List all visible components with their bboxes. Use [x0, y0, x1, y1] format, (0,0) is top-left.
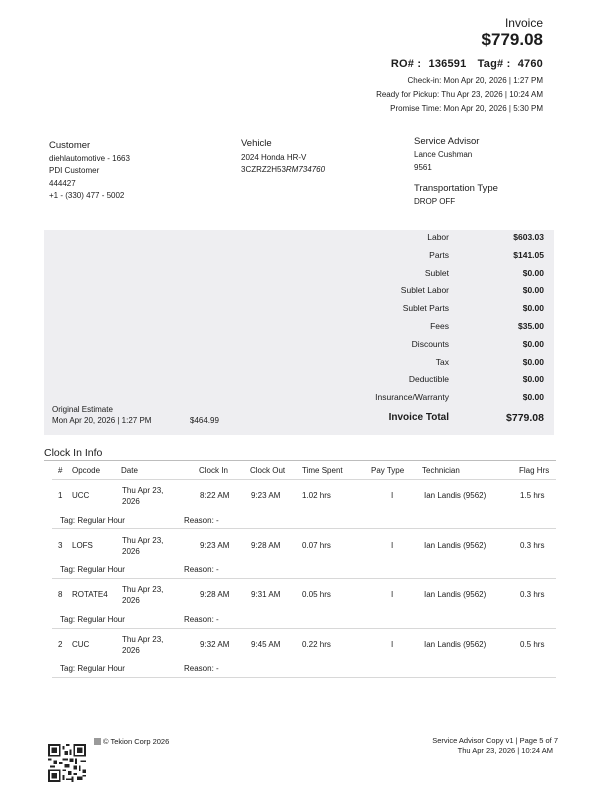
row-divider	[52, 528, 556, 529]
row-num: 2	[58, 640, 63, 649]
row-clock-out: 9:31 AM	[251, 590, 281, 599]
customer-type: PDI Customer	[49, 166, 100, 175]
col-header-date: Date	[121, 466, 138, 475]
row-divider	[52, 578, 556, 579]
checkin-time: Check-in: Mon Apr 20, 2026 | 1:27 PM	[407, 76, 543, 85]
col-header-time-spent: Time Spent	[302, 466, 343, 475]
row-technician: Ian Landis (9562)	[424, 491, 487, 500]
promise-time: Promise Time: Mon Apr 20, 2026 | 5:30 PM	[390, 104, 543, 113]
row-opcode: CUC	[72, 640, 90, 649]
summary-label: Parts	[429, 249, 449, 260]
ro-label: RO# :	[390, 58, 422, 70]
vehicle-model: 2024 Honda HR-V	[241, 153, 307, 162]
customer-number: 444427	[49, 179, 76, 188]
original-estimate-amount: $464.99	[190, 416, 219, 425]
row-divider	[52, 677, 556, 678]
row-num: 3	[58, 541, 63, 550]
summary-label: Tax	[435, 356, 449, 367]
row-date-line2: 2026	[122, 547, 140, 556]
col-header-num: #	[58, 466, 63, 475]
advisor-name: Lance Cushman	[414, 150, 473, 159]
row-divider	[52, 628, 556, 629]
row-reason: Reason: -	[184, 516, 219, 525]
row-reason: Reason: -	[184, 565, 219, 574]
summary-label: Fees	[430, 321, 449, 331]
invoice-amount: $779.08	[481, 30, 543, 49]
summary-row-insurance	[324, 390, 544, 407]
row-reason: Reason: -	[184, 664, 219, 673]
col-header-pay-type: Pay Type	[371, 466, 405, 475]
summary-value: $0.00	[522, 356, 544, 367]
row-num: 8	[58, 590, 63, 599]
summary-label: Deductible	[408, 374, 449, 385]
clock-in-title: Clock In Info	[44, 447, 103, 459]
summary-value: $0.00	[522, 303, 544, 314]
row-technician: Ian Landis (9562)	[424, 541, 487, 550]
summary-value: $0.00	[522, 338, 544, 349]
row-opcode: ROTATE4	[72, 590, 108, 599]
vehicle-heading: Vehicle	[241, 138, 272, 149]
row-technician: Ian Landis (9562)	[424, 590, 487, 599]
row-date-line1: Thu Apr 23,	[122, 536, 164, 545]
row-clock-out: 9:45 AM	[251, 640, 281, 649]
row-time-spent: 1.02 hrs	[302, 491, 331, 500]
col-header-clock-out: Clock Out	[250, 466, 286, 475]
row-clock-in: 9:32 AM	[200, 640, 230, 649]
row-flag-hrs: 0.5 hrs	[520, 640, 545, 649]
ro-value: 136591	[428, 58, 467, 70]
advisor-number: 9561	[414, 163, 432, 172]
row-tag: Tag: Regular Hour	[60, 664, 125, 673]
summary-label: Discounts	[411, 338, 449, 349]
summary-label: Sublet	[424, 267, 449, 278]
row-num: 1	[58, 491, 63, 500]
row-pay-type: I	[391, 541, 394, 550]
row-date-line2: 2026	[122, 497, 140, 506]
summary-value: $0.00	[522, 285, 544, 296]
row-tag: Tag: Regular Hour	[60, 516, 125, 525]
tag-label: Tag# :	[477, 58, 511, 70]
summary-row-tax	[324, 355, 544, 372]
vehicle-vin	[241, 164, 325, 176]
summary-value: $0.00	[522, 374, 544, 385]
row-date-line2: 2026	[122, 596, 140, 605]
row-date-line1: Thu Apr 23,	[122, 585, 164, 594]
copy-info: Service Advisor Copy v1 | Page 5 of 7	[432, 736, 558, 745]
row-flag-hrs: 1.5 hrs	[520, 491, 545, 500]
summary-label: Sublet Parts	[402, 303, 449, 314]
summary-value: $0.00	[522, 392, 544, 403]
summary-row-discounts	[324, 337, 544, 354]
clock-title-divider	[44, 460, 556, 461]
summary-label: Sublet Labor	[400, 285, 449, 296]
summary-row-total	[324, 410, 544, 430]
summary-row-sublet	[324, 266, 544, 283]
summary-row-labor	[324, 230, 544, 247]
row-clock-in: 9:28 AM	[200, 590, 230, 599]
row-tag: Tag: Regular Hour	[60, 565, 125, 574]
transport-value: DROP OFF	[414, 197, 456, 206]
summary-row-parts	[324, 248, 544, 265]
col-header-flag-hrs: Flag Hrs	[519, 466, 550, 475]
tag-value: 4760	[517, 58, 543, 70]
advisor-heading: Service Advisor	[414, 136, 480, 147]
summary-row-fees	[324, 319, 544, 336]
row-pay-type: I	[391, 590, 394, 599]
row-clock-in: 8:22 AM	[200, 491, 230, 500]
col-header-technician: Technician	[422, 466, 460, 475]
vin-prefix: 3CZRZ2H53	[241, 165, 286, 174]
ro-tag-line	[387, 58, 543, 70]
row-time-spent: 0.05 hrs	[302, 590, 331, 599]
copyright	[94, 737, 169, 746]
row-clock-in: 9:23 AM	[200, 541, 230, 550]
row-tag: Tag: Regular Hour	[60, 615, 125, 624]
row-date-line2: 2026	[122, 646, 140, 655]
header-divider	[52, 479, 556, 480]
summary-label: Insurance/Warranty	[375, 392, 449, 403]
summary-value: $35.00	[518, 321, 544, 331]
transport-heading: Transportation Type	[414, 183, 498, 194]
customer-name: diehlautomotive - 1663	[49, 154, 130, 163]
original-estimate-label: Original Estimate	[52, 405, 113, 414]
summary-row-sublet-parts	[324, 301, 544, 318]
tekion-logo-icon	[94, 738, 101, 745]
original-estimate-date: Mon Apr 20, 2026 | 1:27 PM	[52, 416, 152, 425]
row-pay-type: I	[391, 491, 394, 500]
summary-row-sublet-labor	[324, 283, 544, 300]
row-flag-hrs: 0.3 hrs	[520, 541, 545, 550]
row-opcode: LOFS	[72, 541, 93, 550]
col-header-clock-in: Clock In	[199, 466, 228, 475]
row-clock-out: 9:23 AM	[251, 491, 281, 500]
col-header-opcode: Opcode	[72, 466, 101, 475]
summary-value: $0.00	[522, 267, 544, 278]
row-pay-type: I	[391, 640, 394, 649]
row-time-spent: 0.07 hrs	[302, 541, 331, 550]
printed-time: Thu Apr 23, 2026 | 10:24 AM	[457, 746, 553, 755]
summary-row-deductible	[324, 372, 544, 389]
copyright-text: © Tekion Corp 2026	[103, 737, 170, 746]
qr-code	[48, 744, 86, 782]
row-technician: Ian Landis (9562)	[424, 640, 487, 649]
row-opcode: UCC	[72, 491, 90, 500]
row-flag-hrs: 0.3 hrs	[520, 590, 545, 599]
row-date-line1: Thu Apr 23,	[122, 486, 164, 495]
row-time-spent: 0.22 hrs	[302, 640, 331, 649]
row-reason: Reason: -	[184, 615, 219, 624]
invoice-summary	[44, 230, 554, 435]
invoice-total-value: $779.08	[506, 412, 544, 424]
invoice-title: Invoice	[504, 16, 543, 30]
row-clock-out: 9:28 AM	[251, 541, 281, 550]
vin-suffix: RM734760	[285, 165, 326, 174]
ready-time: Ready for Pickup: Thu Apr 23, 2026 | 10:24 AM	[376, 90, 543, 99]
summary-label: Labor	[427, 232, 449, 242]
invoice-total-label: Invoice Total	[388, 412, 449, 423]
summary-value: $141.05	[513, 249, 544, 260]
customer-heading: Customer	[49, 140, 91, 151]
customer-phone: +1 - (330) 477 - 5002	[49, 191, 125, 200]
summary-value: $603.03	[513, 232, 544, 242]
row-date-line1: Thu Apr 23,	[122, 635, 164, 644]
